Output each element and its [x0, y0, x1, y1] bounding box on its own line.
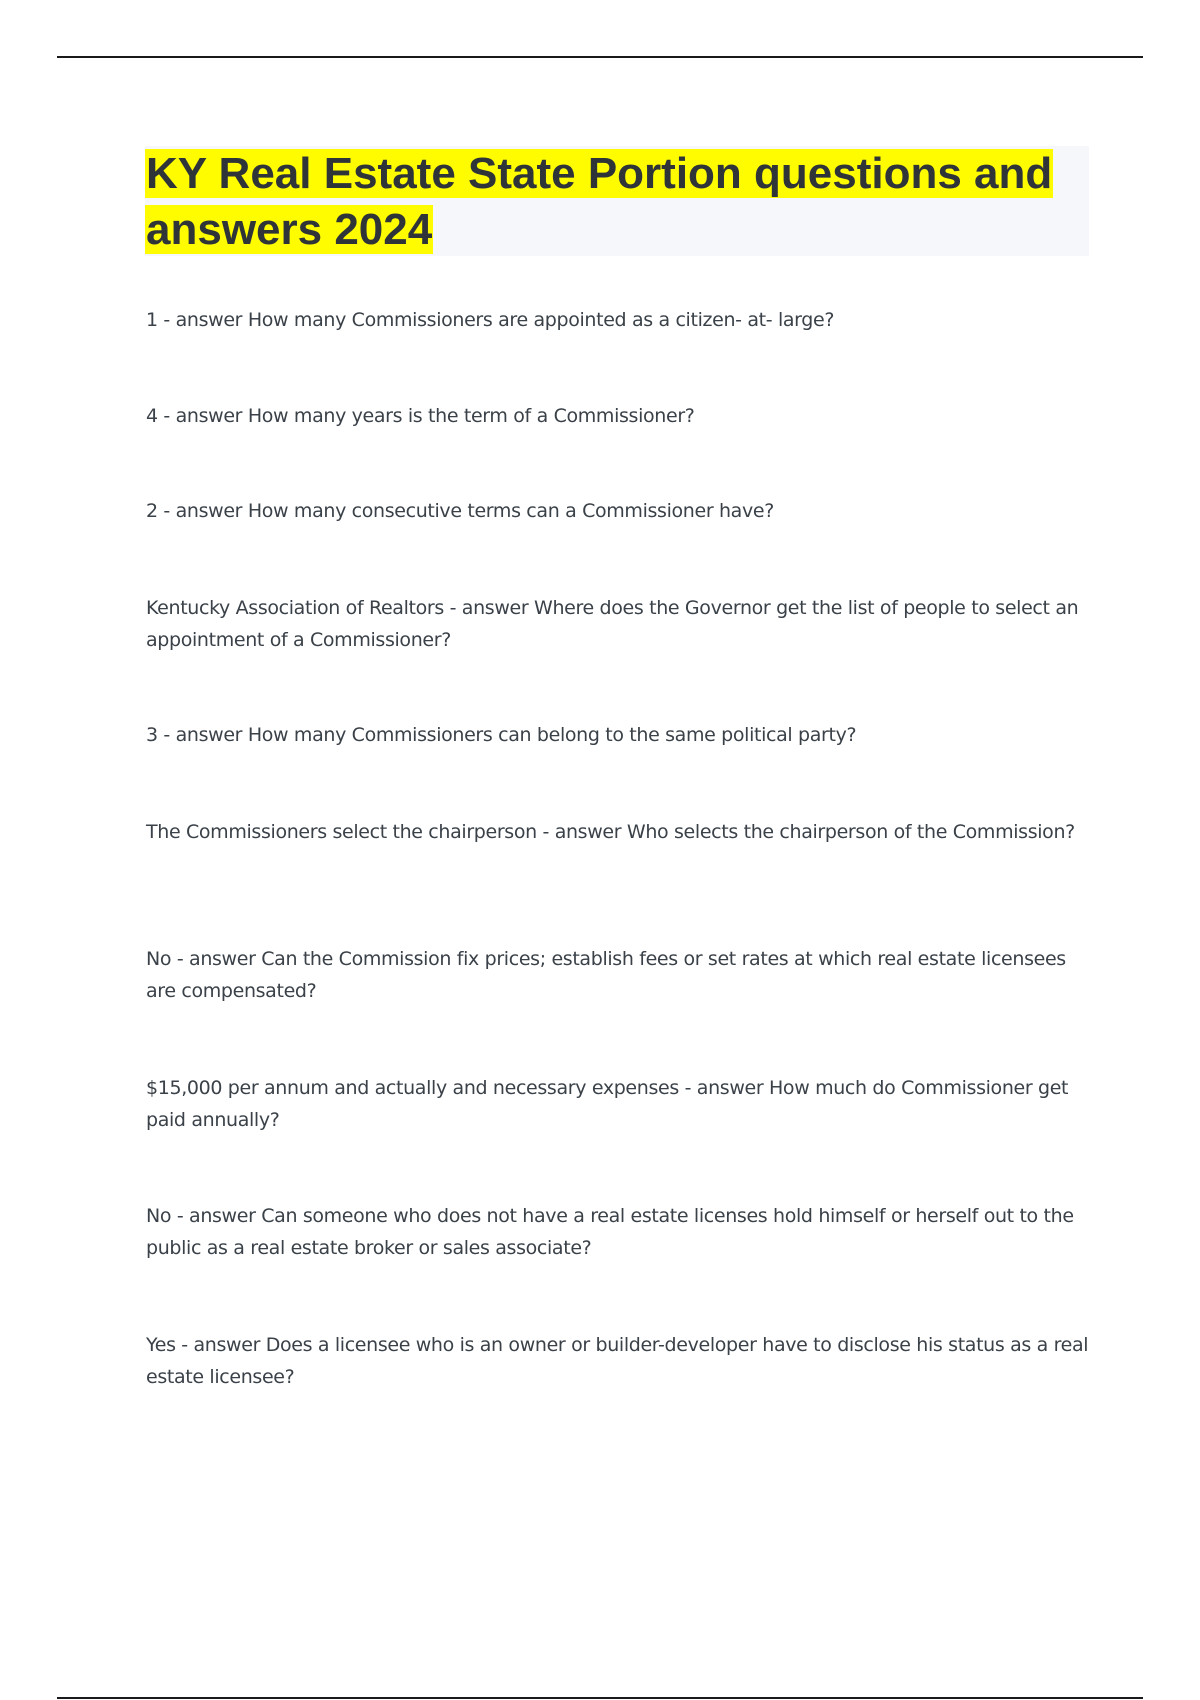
qa-item-1: 1 - answer How many Commissioners are appointed as a citizen- at- large? — [146, 309, 835, 331]
qa-item-8: $15,000 per annum and actually and necessary expenses - answer How much do Commissioner get paid annually? — [146, 1077, 1069, 1131]
bottom-rule — [57, 1697, 1143, 1699]
document-title — [145, 146, 1089, 258]
qa-item-5: 3 - answer How many Commissioners can belong to the same political party? — [146, 724, 857, 746]
top-rule — [57, 56, 1143, 58]
title-block — [145, 146, 1089, 256]
qa-item-7: No - answer Can the Commission fix prices; establish fees or set rates at which real estate licensees are compensated? — [146, 948, 1066, 1002]
qa-item-6: The Commissioners select the chairperson - answer Who selects the chairperson of the Commission? — [146, 821, 1075, 843]
qa-item-3: 2 - answer How many consecutive terms can a Commissioner have? — [146, 500, 774, 522]
qa-item-10: Yes - answer Does a licensee who is an owner or builder-developer have to disclose his status as a real estate licensee? — [146, 1334, 1089, 1388]
title-highlight: KY Real Estate State Portion questions and answers 2024 — [146, 149, 1053, 254]
qa-item-9: No - answer Can someone who does not have a real estate licenses hold himself or herself out to the public as a real estate broker or sales associate? — [146, 1205, 1074, 1259]
qa-item-4: Kentucky Association of Realtors - answer Where does the Governor get the list of people to select an appointment of a Commissioner? — [146, 597, 1079, 651]
qa-item-2: 4 - answer How many years is the term of a Commissioner? — [146, 405, 695, 427]
